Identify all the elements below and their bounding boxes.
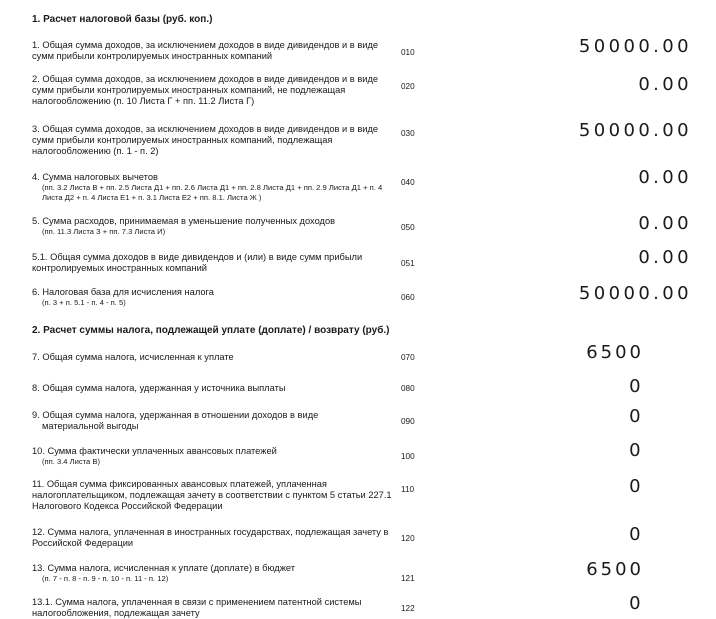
row-110-code: 110 (401, 485, 415, 494)
row-030-code: 030 (401, 129, 415, 138)
row-051-code: 051 (401, 259, 415, 268)
row-090-value: 0 (629, 406, 644, 427)
row-120-value: 0 (629, 524, 644, 545)
row-110-value: 0 (629, 476, 644, 497)
section-1-title: 1. Расчет налоговой базы (руб. коп.) (32, 14, 213, 25)
row-040-label: 4. Сумма налоговых вычетов (пп. 3.2 Листа В + пп. 2.5 Листа Д1 + пп. 2.6 Листа Д1 + пп. 2.8 Листа Д1 + пп. 2.9 Листа Д1 + п. 4 Листа Д2 + п. 4 Листа Е1 + п. 3.1 Листа Е2 + пп. 8.1. Листа Ж ) (32, 172, 383, 202)
row-020-code: 020 (401, 82, 415, 91)
row-122-code: 122 (401, 604, 415, 613)
row-050-value: 0.00 (638, 213, 692, 234)
row-122-value: 0 (629, 593, 644, 614)
row-070-value: 6500 (586, 342, 644, 363)
row-090-label: 9. Общая сумма налога, удержанная в отношении доходов в виде материальной выгоды (32, 410, 319, 431)
row-070-code: 070 (401, 353, 415, 362)
row-050-code: 050 (401, 223, 415, 232)
row-020-label: 2. Общая сумма доходов, за исключением доходов в виде дивидендов и в виде сумм прибыли контролируемых иностранных компаний, не подлежащая налогообложению (п. 10 Листа Г + пп. 11.2 Листа Г) (32, 74, 379, 106)
row-010-value: 50000.00 (578, 36, 692, 57)
row-090-code: 090 (401, 417, 415, 426)
row-121-code: 121 (401, 574, 415, 583)
row-040-code: 040 (401, 178, 415, 187)
row-070-label: 7. Общая сумма налога, исчисленная к уплате (32, 352, 234, 362)
row-120-code: 120 (401, 534, 415, 543)
row-120-label: 12. Сумма налога, уплаченная в иностранных государствах, подлежащая зачету в Российской Федерации (32, 527, 389, 548)
row-051-label: 5.1. Общая сумма доходов в виде дивидендов и (или) в виде сумм прибыли контролируемых иностранных компаний (32, 252, 363, 273)
row-100-code: 100 (401, 452, 415, 461)
row-010-code: 010 (401, 48, 415, 57)
row-051-value: 0.00 (638, 247, 692, 268)
row-060-label: 6. Налоговая база для исчисления налога (п. 3 + п. 5.1 - п. 4 - п. 5) (32, 287, 214, 307)
row-060-value: 50000.00 (578, 283, 692, 304)
section-2-title: 2. Расчет суммы налога, подлежащей уплате (доплате) / возврату (руб.) (32, 325, 390, 336)
row-080-label: 8. Общая сумма налога, удержанная у источника выплаты (32, 383, 286, 393)
row-122-label: 13.1. Сумма налога, уплаченная в связи с применением патентной системы налогообложения, подлежащая зачету (32, 597, 362, 618)
row-080-code: 080 (401, 384, 415, 393)
row-040-value: 0.00 (638, 167, 692, 188)
row-010-label: 1. Общая сумма доходов, за исключением доходов в виде дивидендов и в виде сумм прибыли контролируемых иностранных компаний (32, 40, 379, 61)
row-121-value: 6500 (586, 559, 644, 580)
row-121-label: 13. Сумма налога, исчисленная к уплате (доплате) в бюджет (п. 7 - п. 8 - п. 9 - п. 10 - п. 11 - п. 12) (32, 563, 296, 583)
row-080-value: 0 (629, 376, 644, 397)
row-050-label: 5. Сумма расходов, принимаемая в уменьшение полученных доходов (пп. 11.3 Листа З + пп. 7.3 Листа И) (32, 216, 336, 236)
row-100-label: 10. Сумма фактически уплаченных авансовых платежей (пп. 3.4 Листа В) (32, 446, 277, 466)
row-060-code: 060 (401, 293, 415, 302)
row-100-value: 0 (629, 440, 644, 461)
row-110-label: 11. Общая сумма фиксированных авансовых платежей, уплаченная налогоплательщиком, подлежащая зачету в соответствии с пунктом 5 статьи 227.1 Налогового Кодекса Российской Федерации (32, 479, 392, 511)
row-030-value: 50000.00 (578, 120, 692, 141)
row-030-label: 3. Общая сумма доходов, за исключением доходов в виде дивидендов и в виде сумм прибыли контролируемых иностранных компаний, подлежащая налогообложению (п. 1 - п. 2) (32, 124, 379, 156)
row-020-value: 0.00 (638, 74, 692, 95)
